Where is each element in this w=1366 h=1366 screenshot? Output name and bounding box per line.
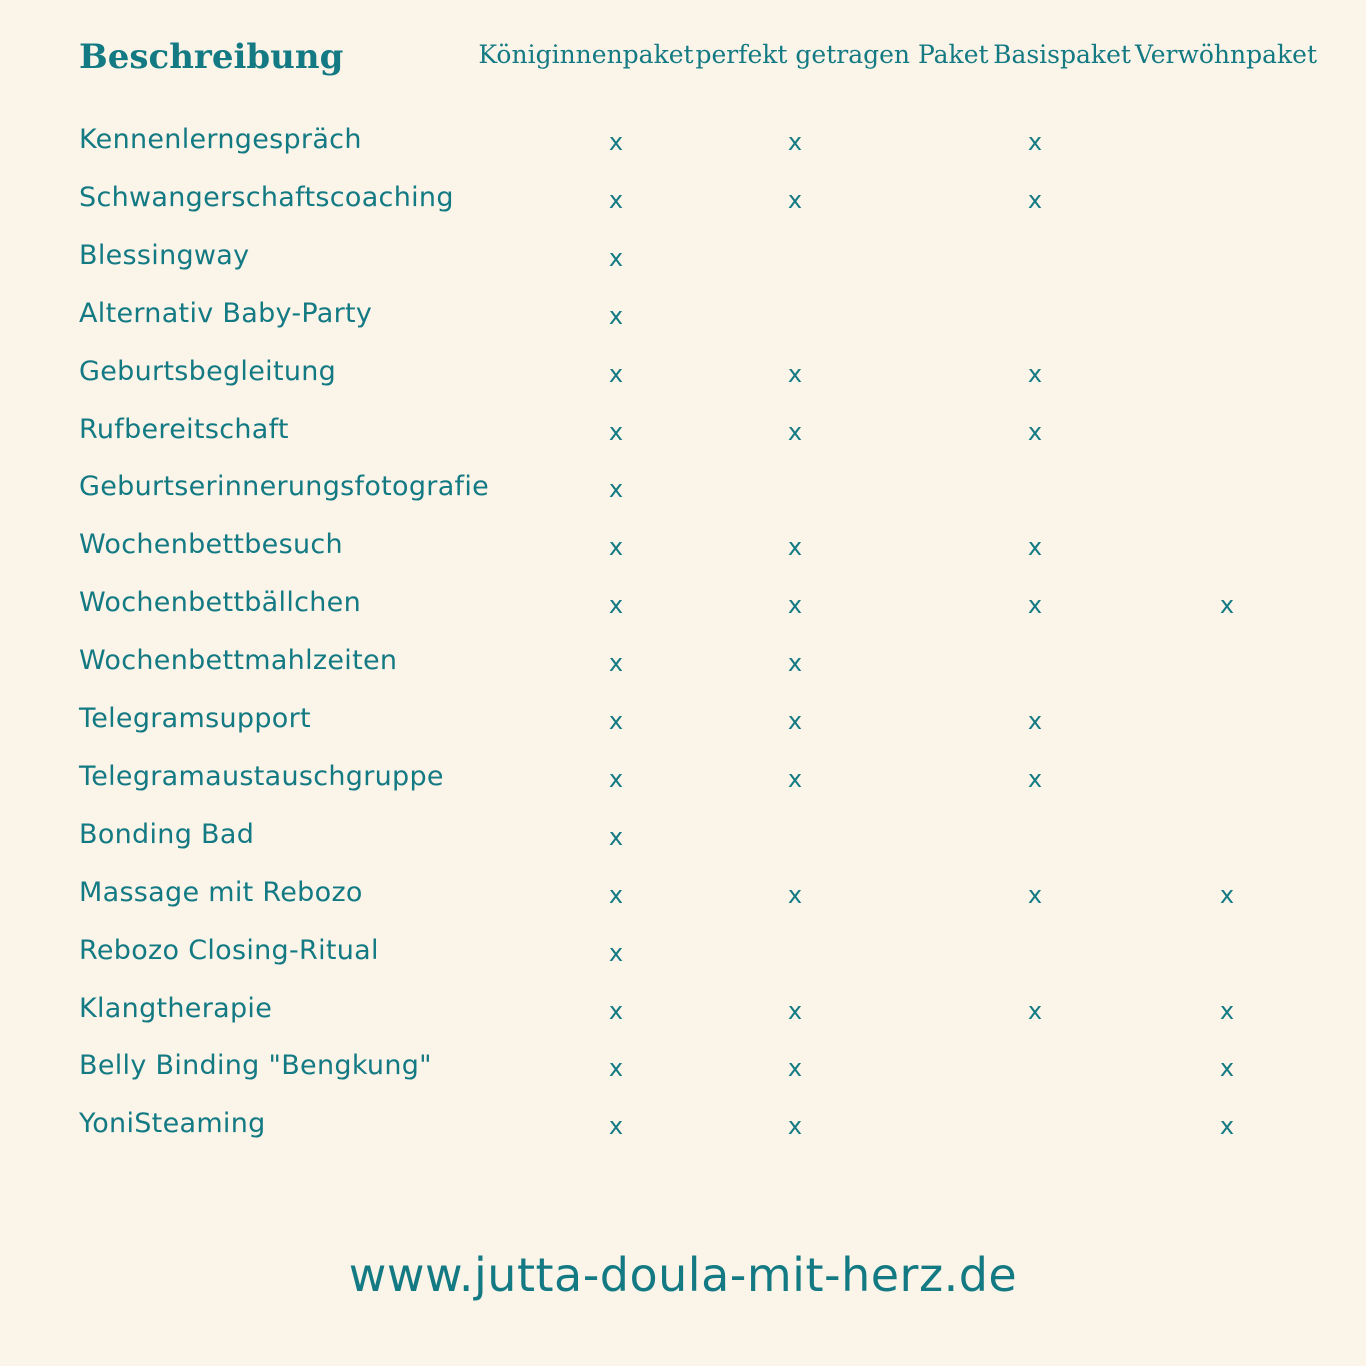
check-mark: x: [787, 533, 803, 561]
row-label: YoniSteaming: [79, 1108, 266, 1139]
check-mark: x: [1219, 591, 1235, 619]
check-mark: x: [1219, 1054, 1235, 1082]
row-label: Telegramsupport: [79, 703, 311, 734]
row-label: Massage mit Rebozo: [79, 877, 363, 908]
column-header: Verwöhnpaket: [1134, 40, 1318, 69]
row-label: Rebozo Closing-Ritual: [79, 935, 379, 966]
check-mark: x: [608, 418, 624, 446]
check-mark: x: [1027, 707, 1043, 735]
check-mark: x: [1219, 997, 1235, 1025]
check-mark: x: [1027, 881, 1043, 909]
check-mark: x: [1027, 591, 1043, 619]
check-mark: x: [1027, 418, 1043, 446]
check-mark: x: [1027, 997, 1043, 1025]
check-mark: x: [787, 591, 803, 619]
check-mark: x: [1027, 186, 1043, 214]
row-label: Bonding Bad: [79, 819, 255, 850]
column-header: Königinnenpaket: [478, 40, 694, 69]
check-mark: x: [608, 707, 624, 735]
check-mark: x: [787, 707, 803, 735]
check-mark: x: [608, 823, 624, 851]
check-mark: x: [608, 765, 624, 793]
row-label: Klangtherapie: [79, 993, 273, 1024]
check-mark: x: [608, 533, 624, 561]
row-label: Alternativ Baby-Party: [79, 298, 373, 329]
row-label: Belly Binding "Bengkung": [79, 1050, 432, 1081]
row-label: Wochenbettbesuch: [79, 529, 343, 560]
check-mark: x: [608, 475, 624, 503]
row-label: Kennenlerngespräch: [79, 124, 362, 155]
check-mark: x: [1219, 1112, 1235, 1140]
row-label: Geburtserinnerungsfotografie: [79, 471, 490, 502]
check-mark: x: [1027, 128, 1043, 156]
check-mark: x: [608, 1054, 624, 1082]
check-mark: x: [787, 997, 803, 1025]
check-mark: x: [608, 1112, 624, 1140]
row-label: Rufbereitschaft: [79, 414, 289, 445]
website-url: www.jutta-doula-mit-herz.de: [348, 1248, 1018, 1302]
check-mark: x: [787, 881, 803, 909]
check-mark: x: [608, 244, 624, 272]
check-mark: x: [608, 939, 624, 967]
check-mark: x: [787, 765, 803, 793]
check-mark: x: [608, 302, 624, 330]
check-mark: x: [787, 1112, 803, 1140]
check-mark: x: [787, 1054, 803, 1082]
check-mark: x: [608, 997, 624, 1025]
row-label: Geburtsbegleitung: [79, 356, 337, 387]
check-mark: x: [608, 649, 624, 677]
check-mark: x: [787, 186, 803, 214]
column-header: Basispaket: [993, 40, 1131, 69]
row-label: Telegramaustauschgruppe: [79, 761, 444, 792]
check-mark: x: [1027, 765, 1043, 793]
row-label: Wochenbettbällchen: [79, 587, 362, 618]
description-header: Beschreibung: [79, 37, 344, 77]
check-mark: x: [608, 128, 624, 156]
check-mark: x: [608, 881, 624, 909]
check-mark: x: [1027, 360, 1043, 388]
check-mark: x: [787, 649, 803, 677]
check-mark: x: [787, 418, 803, 446]
check-mark: x: [608, 360, 624, 388]
row-label: Wochenbettmahlzeiten: [79, 645, 398, 676]
check-mark: x: [1219, 881, 1235, 909]
column-header: perfekt getragen Paket: [695, 40, 989, 69]
row-label: Blessingway: [79, 240, 250, 271]
check-mark: x: [787, 128, 803, 156]
check-mark: x: [608, 591, 624, 619]
check-mark: x: [787, 360, 803, 388]
check-mark: x: [608, 186, 624, 214]
check-mark: x: [1027, 533, 1043, 561]
row-label: Schwangerschaftscoaching: [79, 182, 454, 213]
